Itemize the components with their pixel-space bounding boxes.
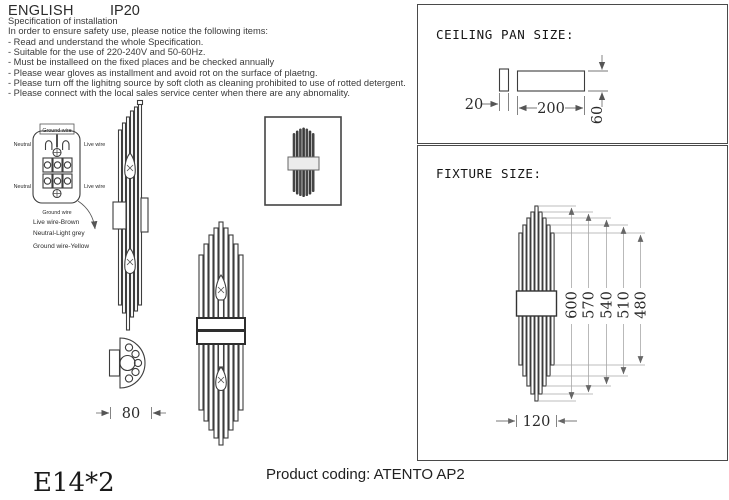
product-coding-label: Product coding: ATENTO AP2 bbox=[266, 466, 465, 483]
spec-item: - Please turn off the lighitng source by soft cloth as cleaning prohibited to use of rotted detergent. bbox=[8, 78, 406, 89]
fixture-height-570: 570 bbox=[581, 291, 598, 319]
spec-title: Specification of installation bbox=[8, 16, 118, 26]
spec-item: - Read and understand the whole Specification. bbox=[8, 36, 204, 47]
pan-height-value: 60 bbox=[590, 105, 606, 125]
fixture-width-value: 120 bbox=[522, 414, 551, 430]
screw-bottom-icon bbox=[53, 190, 61, 198]
top-view-width-value: 80 bbox=[121, 406, 141, 422]
spec-item: - Please connect with the local sales service center when there are any abnomality. bbox=[8, 88, 350, 99]
ceiling-panel-title: CEILING PAN SIZE: bbox=[436, 27, 575, 42]
lamp-top-view bbox=[96, 338, 166, 422]
dimension-200 bbox=[518, 96, 585, 117]
fixture-drawing bbox=[418, 186, 726, 458]
dimension-20 bbox=[465, 93, 509, 113]
spec-intro: In order to ensure safety use, please notice the following items: bbox=[8, 26, 268, 37]
ceiling-pan-size-panel bbox=[417, 4, 728, 144]
fixture-height-480: 480 bbox=[633, 291, 650, 319]
fixture-height-510: 510 bbox=[616, 291, 633, 319]
installation-drawings bbox=[0, 95, 415, 465]
back-plate bbox=[141, 198, 148, 232]
screw-top-icon bbox=[53, 149, 61, 157]
legend-live-wire: Live wire-Brown bbox=[33, 219, 80, 226]
wiring-diagram bbox=[14, 124, 106, 250]
wall-bracket bbox=[113, 202, 126, 229]
pan-depth-value: 20 bbox=[464, 97, 484, 113]
ceiling-pan-section bbox=[518, 71, 585, 91]
wall-bracket bbox=[110, 350, 120, 376]
pointer-arrow-icon bbox=[78, 201, 95, 229]
ceiling-pan-drawing bbox=[418, 41, 726, 141]
dimension-120 bbox=[496, 414, 577, 430]
dimension-60 bbox=[588, 55, 608, 124]
ip-rating-label: IP20 bbox=[110, 3, 140, 19]
spec-item: - Suitable for the use of 220-240V and 50-60Hz. bbox=[8, 47, 206, 58]
spec-item: - Please wear gloves as installment and avoid rot on the surface of plaetng. bbox=[8, 67, 318, 78]
dimension-80 bbox=[96, 406, 166, 422]
legend-neutral-wire: Neutral-Light grey bbox=[33, 230, 85, 237]
product-inset bbox=[265, 117, 341, 205]
live-top-label: Live wire bbox=[84, 142, 106, 148]
neutral-bottom-label: Neutral bbox=[13, 184, 31, 190]
spec-item: - Must be installeed on the fixed places and be checked annually bbox=[8, 57, 275, 68]
lamp-front-view bbox=[197, 222, 245, 445]
fixture-height-540: 540 bbox=[599, 291, 616, 319]
mount-bracket-section bbox=[500, 69, 509, 91]
fixture-size-panel bbox=[417, 145, 728, 461]
language-label: ENGLISH bbox=[8, 3, 74, 19]
neutral-top-label: Neutral bbox=[13, 142, 31, 148]
ground-wire-bottom-label: Ground wire bbox=[42, 210, 72, 216]
fixture-height-600: 600 bbox=[564, 291, 581, 319]
lamp-side-view bbox=[113, 101, 148, 331]
fixture-center-band bbox=[517, 291, 557, 316]
live-bottom-label: Live wire bbox=[84, 184, 106, 190]
fixture-panel-title: FIXTURE SIZE: bbox=[436, 166, 542, 181]
center-band bbox=[197, 331, 245, 344]
legend-ground-wire: Ground wire-Yellow bbox=[33, 243, 90, 250]
center-band bbox=[197, 318, 245, 330]
pan-length-value: 200 bbox=[537, 101, 565, 117]
specification-block bbox=[8, 16, 406, 99]
terminal-block bbox=[43, 158, 72, 188]
socket-spec-label: E14*2 bbox=[33, 468, 115, 498]
height-labels bbox=[565, 291, 650, 319]
wire-hooks-icon bbox=[46, 135, 70, 151]
ground-wire-top-label: Ground wire bbox=[42, 128, 72, 134]
